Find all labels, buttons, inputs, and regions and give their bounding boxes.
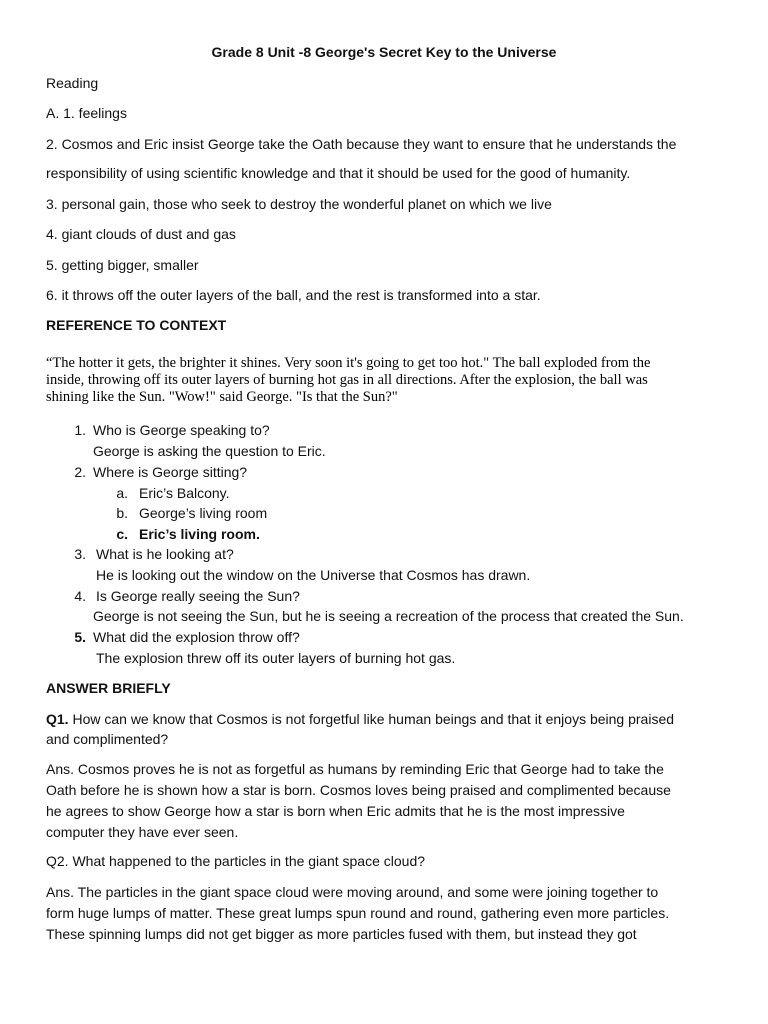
brief-answer-1-line-1: Ans. Cosmos proves he is not as forgetful as humans by reminding Eric that George had to take the bbox=[46, 761, 664, 777]
rtc-answer-1: George is asking the question to Eric. bbox=[93, 443, 326, 459]
reading-answer-4: 4. giant clouds of dust and gas bbox=[46, 226, 236, 242]
option-text: Eric’s living room. bbox=[139, 526, 260, 542]
question-number: 4. bbox=[74, 588, 86, 604]
reading-answer-5: 5. getting bigger, smaller bbox=[46, 257, 199, 273]
reading-answer-6: 6. it throws off the outer layers of the ball, and the rest is transformed into a star. bbox=[46, 287, 541, 303]
answer-briefly-heading: ANSWER BRIEFLY bbox=[46, 680, 171, 696]
reading-answer-1: A. 1. feelings bbox=[46, 105, 127, 121]
option-text: Eric’s Balcony. bbox=[139, 485, 230, 501]
brief-answer-1-line-2: Oath before he is shown how a star is born. Cosmos loves being praised and complimented because bbox=[46, 782, 671, 798]
option-letter: c. bbox=[116, 526, 128, 542]
question-text: How can we know that Cosmos is not forgetful like human beings and that it enjoys being praised bbox=[68, 711, 675, 727]
brief-answer-2-line-1: Ans. The particles in the giant space cloud were moving around, and some were joining together to bbox=[46, 884, 659, 900]
brief-answer-1-line-3: he agrees to show George how a star is born when Eric admits that he is the most impressive bbox=[46, 803, 625, 819]
brief-question-1-line-2: and complimented? bbox=[46, 731, 169, 747]
question-number: 1. bbox=[74, 422, 86, 438]
question-text: Is George really seeing the Sun? bbox=[96, 588, 300, 604]
document-title: Grade 8 Unit -8 George's Secret Key to the Universe bbox=[211, 44, 557, 60]
question-text: What is he looking at? bbox=[96, 546, 234, 562]
brief-question-2: Q2. What happened to the particles in the giant space cloud? bbox=[46, 853, 426, 869]
question-number: 5. bbox=[74, 629, 86, 645]
question-text: Who is George speaking to? bbox=[93, 422, 270, 438]
option-letter: b. bbox=[116, 505, 128, 521]
reading-answer-3: 3. personal gain, those who seek to destroy the wonderful planet on which we live bbox=[46, 196, 552, 212]
brief-answer-1-line-4: computer they have ever seen. bbox=[46, 824, 239, 840]
reading-heading: Reading bbox=[46, 75, 99, 91]
question-text: Where is George sitting? bbox=[93, 464, 248, 480]
rtc-answer-4: George is not seeing the Sun, but he is seeing a recreation of the process that created the Sun. bbox=[93, 608, 684, 624]
reading-answer-2-line-1: 2. Cosmos and Eric insist George take the Oath because they want to ensure that he understands the bbox=[46, 136, 677, 152]
passage-line-3: shining like the Sun. "Wow!" said George. "Is that the Sun?" bbox=[46, 389, 398, 405]
passage-line-1: “The hotter it gets, the brighter it shines. Very soon it's going to get too hot." The ball exploded from the bbox=[46, 355, 651, 371]
passage-line-2: inside, throwing off its outer layers of burning hot gas in all directions. After the explosion, the ball was bbox=[46, 372, 648, 388]
rtc-answer-3: He is looking out the window on the Universe that Cosmos has drawn. bbox=[96, 567, 531, 583]
reading-answer-2-line-2: responsibility of using scientific knowledge and that it should be used for the good of humanity. bbox=[46, 165, 631, 181]
brief-answer-2-line-2: form huge lumps of matter. These great lumps spun round and round, gathering even more particles. bbox=[46, 905, 670, 921]
question-number: 3. bbox=[74, 546, 86, 562]
option-text: George’s living room bbox=[139, 505, 268, 521]
question-text: What did the explosion throw off? bbox=[93, 629, 300, 645]
option-letter: a. bbox=[116, 485, 128, 501]
question-number: 2. bbox=[74, 464, 86, 480]
reference-to-context-heading: REFERENCE TO CONTEXT bbox=[46, 317, 227, 333]
brief-answer-2-line-3: These spinning lumps did not get bigger as more particles fused with them, but instead they got bbox=[46, 926, 637, 942]
rtc-answer-5: The explosion threw off its outer layers of burning hot gas. bbox=[96, 650, 456, 666]
brief-question-1-line-1 bbox=[46, 710, 674, 728]
question-label: Q1. bbox=[46, 711, 69, 727]
